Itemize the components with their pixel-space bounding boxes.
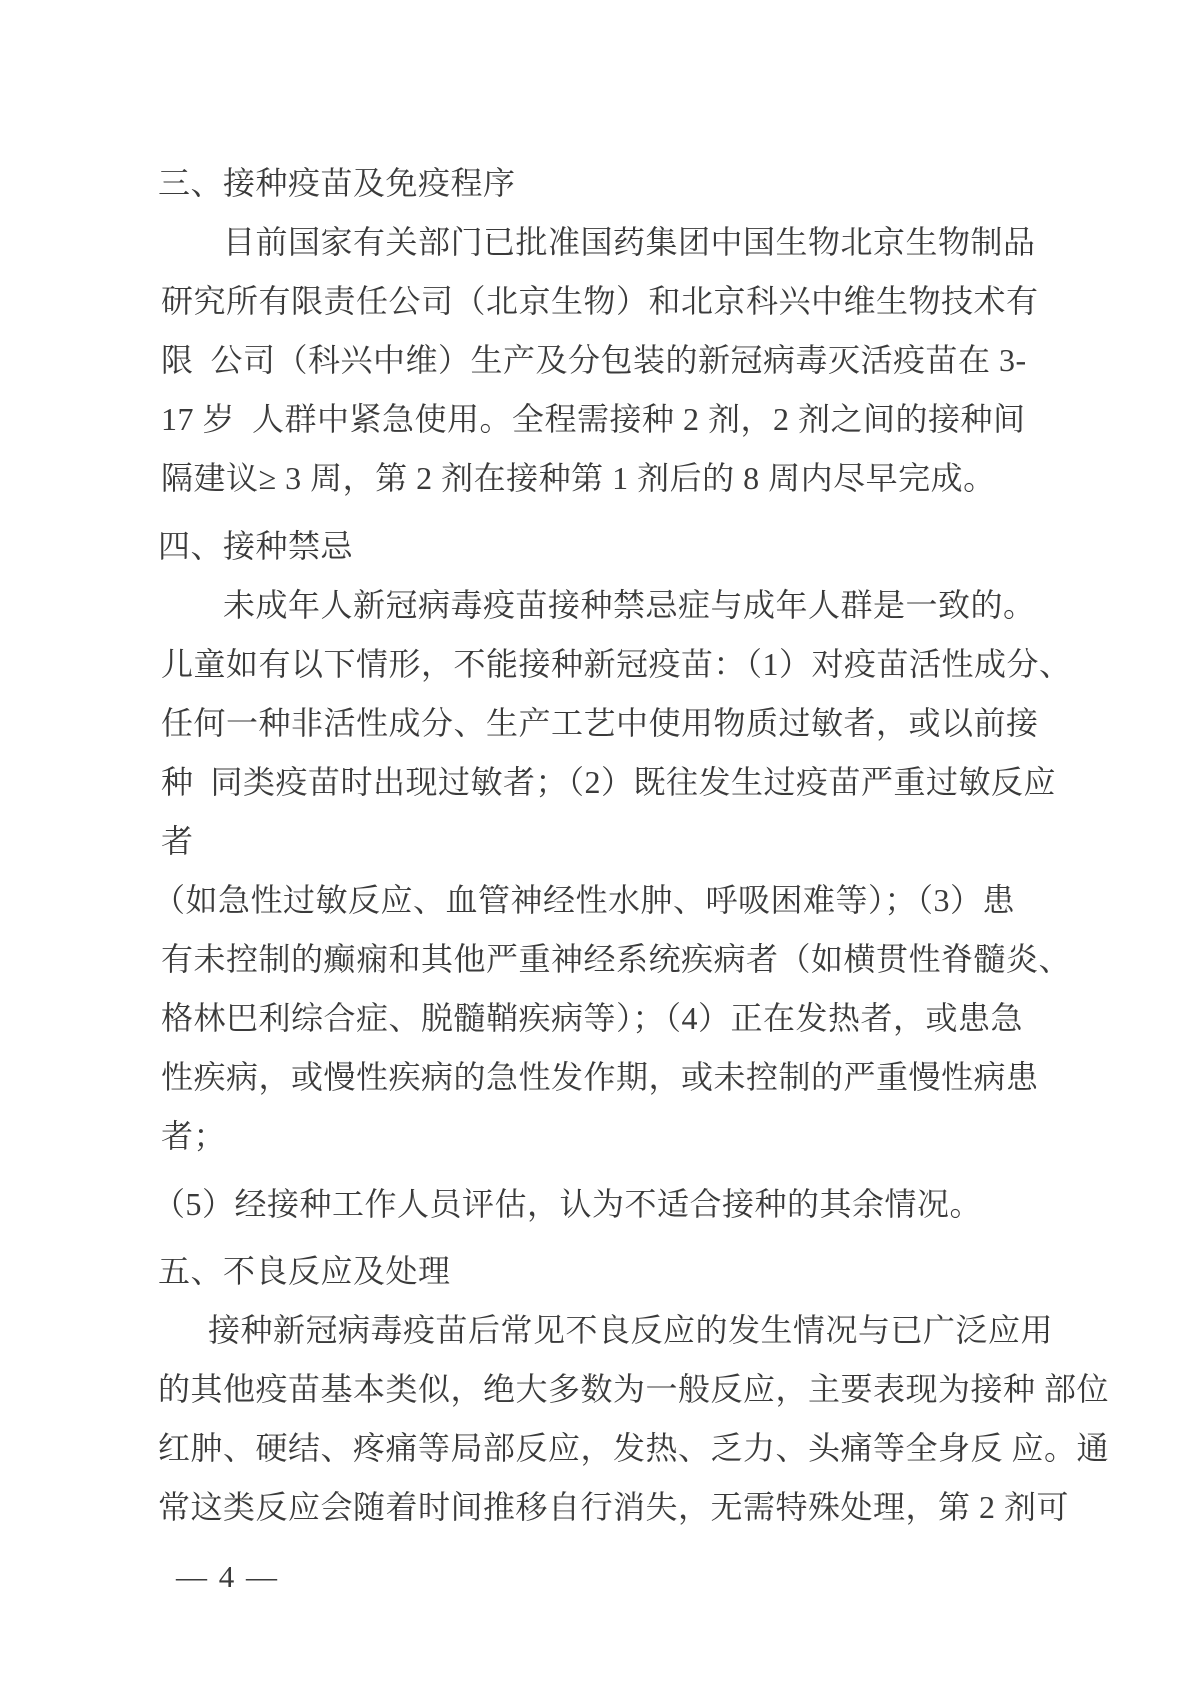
paragraph-line: 研究所有限责任公司（北京生物）和北京科兴中维生物技术有 — [161, 283, 1039, 319]
paragraph-line: 的其他疫苗基本类似，绝大多数为一般反应，主要表现为接种 部位 — [158, 1371, 1110, 1407]
paragraph-line: 红肿、硬结、疼痛等局部反应，发热、乏力、头痛等全身反 应。通 — [158, 1430, 1110, 1466]
paragraph-line: 者； — [161, 1118, 227, 1154]
paragraph-line: 未成年人新冠病毒疫苗接种禁忌症与成年人群是一致的。 — [223, 587, 1036, 623]
paragraph-line: 有未控制的癫痫和其他严重神经系统疾病者（如横贯性脊髓炎、 — [161, 941, 1072, 977]
paragraph-line: （5）经接种工作人员评估，认为不适合接种的其余情况。 — [153, 1186, 983, 1222]
section-heading-3: 三、接种疫苗及免疫程序 — [158, 165, 516, 201]
paragraph-line: 性疾病，或慢性疾病的急性发作期，或未控制的严重慢性病患 — [161, 1059, 1039, 1095]
paragraph-line: 任何一种非活性成分、生产工艺中使用物质过敏者，或以前接 — [161, 705, 1039, 741]
paragraph-line: 种 同类疫苗时出现过敏者；（2）既往发生过疫苗严重过敏反应 — [161, 764, 1057, 800]
paragraph-line: 隔建议≥ 3 周，第 2 剂在接种第 1 剂后的 8 周内尽早完成。 — [161, 460, 996, 496]
paragraph-line: 目前国家有关部门已批准国药集团中国生物北京生物制品 — [223, 224, 1036, 260]
paragraph-line: 17 岁 人群中紧急使用。全程需接种 2 剂，2 剂之间的接种间 — [161, 401, 1026, 437]
paragraph-line: 常这类反应会随着时间推移自行消失，无需特殊处理，第 2 剂可 — [158, 1489, 1070, 1525]
paragraph-line: 格林巴利综合症、脱髓鞘疾病等）；（4）正在发热者，或患急 — [161, 1000, 1024, 1036]
paragraph-line: 接种新冠病毒疫苗后常见不良反应的发生情况与已广泛应用 — [208, 1312, 1054, 1348]
section-heading-4: 四、接种禁忌 — [158, 528, 354, 564]
section-heading-5: 五、不良反应及处理 — [158, 1253, 451, 1289]
page-number: — 4 — — [176, 1559, 279, 1594]
paragraph-line: 者 — [161, 823, 194, 859]
paragraph-line: 限 公司（科兴中维）生产及分包装的新冠病毒灭活疫苗在 3- — [161, 342, 1027, 378]
paragraph-line: （如急性过敏反应、血管神经性水肿、呼吸困难等）；（3）患 — [153, 882, 1016, 918]
paragraph-line: 儿童如有以下情形，不能接种新冠疫苗：（1）对疫苗活性成分、 — [161, 646, 1072, 682]
